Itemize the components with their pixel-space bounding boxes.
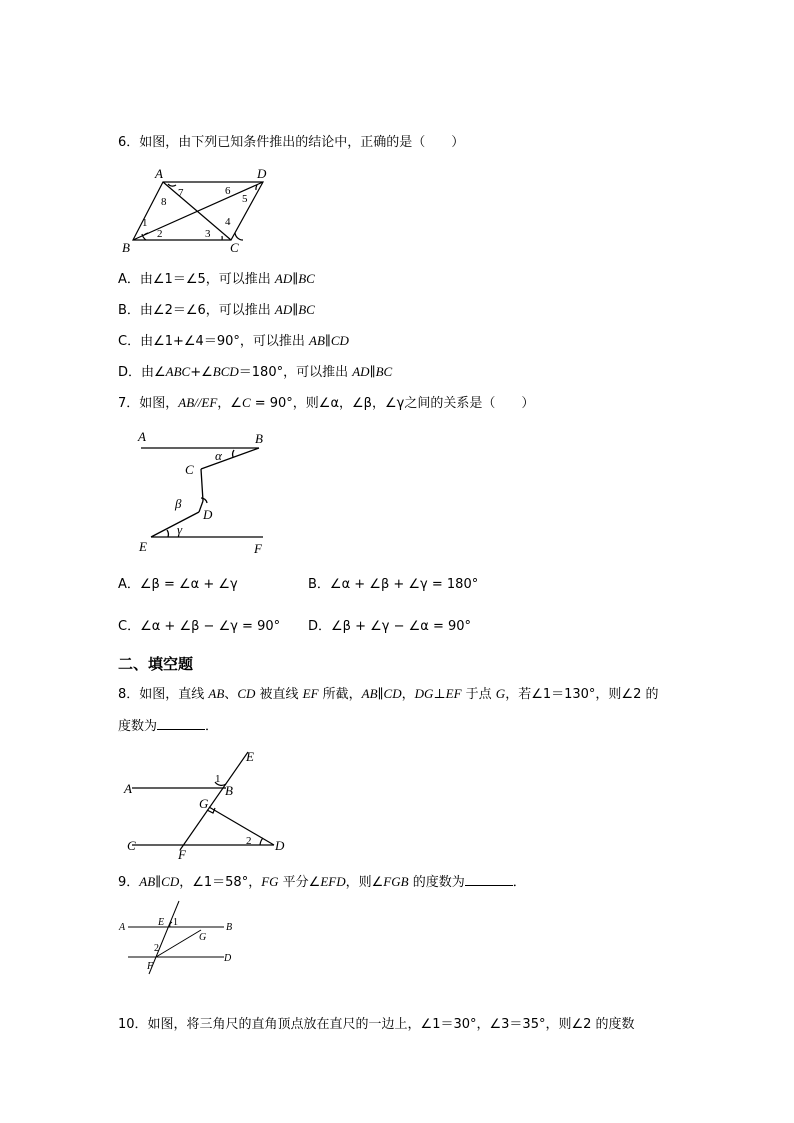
q8-text-3: 被直线	[255, 687, 303, 702]
q8-line-EF: EF	[302, 686, 319, 701]
q6-option-b-text: B．由∠2＝∠6，可以推出	[118, 303, 275, 318]
q7-option-d: D．∠β + ∠γ − ∠α = 90°	[308, 619, 472, 634]
q9-angle-EFD: EFD	[320, 874, 346, 889]
q7-stem-mid: ，∠	[217, 396, 242, 411]
q6-option-a-conclusion: AD∥BC	[274, 271, 315, 286]
q6-option-a-text: A．由∠1＝∠5，可以推出	[118, 272, 275, 287]
q8-label-A: A	[124, 781, 132, 796]
q6-angle-7: 7	[178, 187, 184, 199]
q6-angle-6: 6	[225, 185, 231, 197]
q6-angle-4: 4	[225, 216, 231, 228]
q9-figure	[118, 896, 243, 976]
q6-option-d-angle2: BCD	[212, 364, 239, 379]
q7-label-B: B	[255, 431, 263, 446]
q7-label-beta: β	[175, 496, 182, 511]
q7-option-b: B．∠α + ∠β + ∠γ = 180°	[308, 577, 479, 592]
q8-text-9: ．	[205, 719, 219, 734]
q8-text-8: 度数为	[118, 719, 158, 734]
q9-answer-blank[interactable]	[465, 873, 513, 886]
q9-label-F: F	[147, 961, 154, 972]
q6-option-d-plus: +∠	[190, 365, 213, 380]
q9-parallel: AB∥CD	[139, 874, 180, 889]
q8-point-G: G	[495, 686, 506, 701]
q6-angle-8: 8	[161, 196, 167, 208]
q8-angle-2: 2	[246, 835, 252, 847]
q9-text-2: ，∠1＝58°，	[179, 875, 262, 890]
q8-stem-line2	[118, 717, 218, 736]
q9-line-FG: FG	[261, 874, 279, 889]
q8-parallel: AB∥CD	[361, 686, 402, 701]
q9-label-B: B	[226, 922, 233, 933]
q7-figure	[133, 424, 283, 559]
q8-text-7: ，若∠1＝130°，则∠2 的	[505, 687, 659, 702]
q8-label-F: F	[178, 847, 186, 862]
q7-label-A: A	[138, 429, 146, 444]
q8-label-D: D	[275, 838, 285, 853]
q8-line-CD: CD	[237, 686, 256, 701]
q8-line-AB: AB	[208, 686, 225, 701]
q7-option-a: A．∠β = ∠α + ∠γ	[118, 577, 238, 592]
q6-label-C: C	[230, 240, 239, 255]
q8-text-2: 、	[224, 687, 238, 702]
q9-text-5: 的度数为	[408, 875, 465, 890]
q7-option-c: C．∠α + ∠β − ∠γ = 90°	[118, 619, 281, 634]
q9-text-3: 平分∠	[278, 875, 321, 890]
q9-label-G: G	[199, 932, 207, 943]
q7-stem-parallel: AB//EF	[178, 395, 218, 410]
q8-perpendicular: DG⊥EF	[414, 686, 462, 701]
q8-angle-1: 1	[215, 773, 221, 785]
q7-stem-post: = 90°，则∠α，∠β，∠γ之间的关系是（ ）	[250, 396, 535, 411]
q6-option-d	[118, 363, 392, 382]
q7-label-gamma: γ	[177, 522, 183, 537]
q6-option-c-text: C．由∠1+∠4＝90°，可以推出	[118, 334, 309, 349]
q6-option-d-conclusion: AD∥BC	[352, 364, 393, 379]
q6-option-d-text2: ＝180°，可以推出	[238, 365, 353, 380]
q8-text-4: 所截，	[318, 687, 362, 702]
q8-label-C: C	[127, 838, 136, 853]
q8-answer-blank[interactable]	[157, 717, 205, 730]
q6-label-B: B	[122, 240, 130, 255]
q6-label-D: D	[257, 166, 267, 181]
q6-figure	[118, 164, 278, 256]
q6-option-b-conclusion: AD∥BC	[274, 302, 315, 317]
q6-option-d-text: D．由∠	[118, 365, 166, 380]
section-fill-in-heading: 二、填空题	[118, 655, 194, 673]
q6-angle-3: 3	[205, 228, 211, 240]
q10-stem: 10．如图，将三角尺的直角顶点放在直尺的一边上，∠1＝30°，∠3＝35°，则∠2 的度数	[118, 1017, 635, 1032]
q9-text-6: ．	[512, 875, 526, 890]
q9-stem	[118, 873, 526, 892]
q6-angle-2: 2	[157, 228, 163, 240]
q6-option-a	[118, 270, 315, 289]
q9-text-1: 9．	[118, 875, 140, 890]
q9-angle-2: 2	[154, 943, 159, 954]
q8-label-B: B	[225, 783, 233, 798]
q7-label-alpha: α	[215, 448, 222, 463]
q6-label-A: A	[155, 166, 163, 181]
q6-angle-1: 1	[142, 217, 148, 229]
q7-label-F: F	[254, 541, 262, 556]
q7-label-C: C	[185, 462, 194, 477]
q9-text-4: ，则∠	[345, 875, 384, 890]
q9-angle-FGB: FGB	[383, 874, 409, 889]
q8-text-1: 8．如图，直线	[118, 687, 209, 702]
q9-label-E: E	[158, 917, 165, 928]
q6-option-d-angle1: ABC	[165, 364, 191, 379]
q7-stem-pre: 7．如图，	[118, 396, 179, 411]
q8-text-5: ，	[401, 687, 415, 702]
q6-stem: 6．如图，由下列已知条件推出的结论中，正确的是（ ）	[118, 135, 465, 150]
q9-label-A: A	[119, 922, 126, 933]
q8-text-6: 于点	[461, 687, 496, 702]
q7-label-E: E	[139, 539, 147, 554]
q7-label-D: D	[203, 507, 213, 522]
q8-figure	[122, 746, 292, 864]
q8-label-E: E	[246, 749, 254, 764]
q6-option-c-conclusion: AB∥CD	[309, 333, 349, 348]
q6-option-c	[118, 332, 349, 351]
q8-label-G: G	[199, 796, 209, 811]
q6-option-b	[118, 301, 315, 320]
q6-angle-5: 5	[242, 193, 248, 205]
q9-label-D: D	[224, 953, 232, 964]
q8-stem-line1	[118, 685, 658, 704]
q7-stem	[118, 394, 534, 413]
q9-angle-1: 1	[173, 917, 178, 928]
q7-stem-angle: C	[241, 395, 251, 410]
